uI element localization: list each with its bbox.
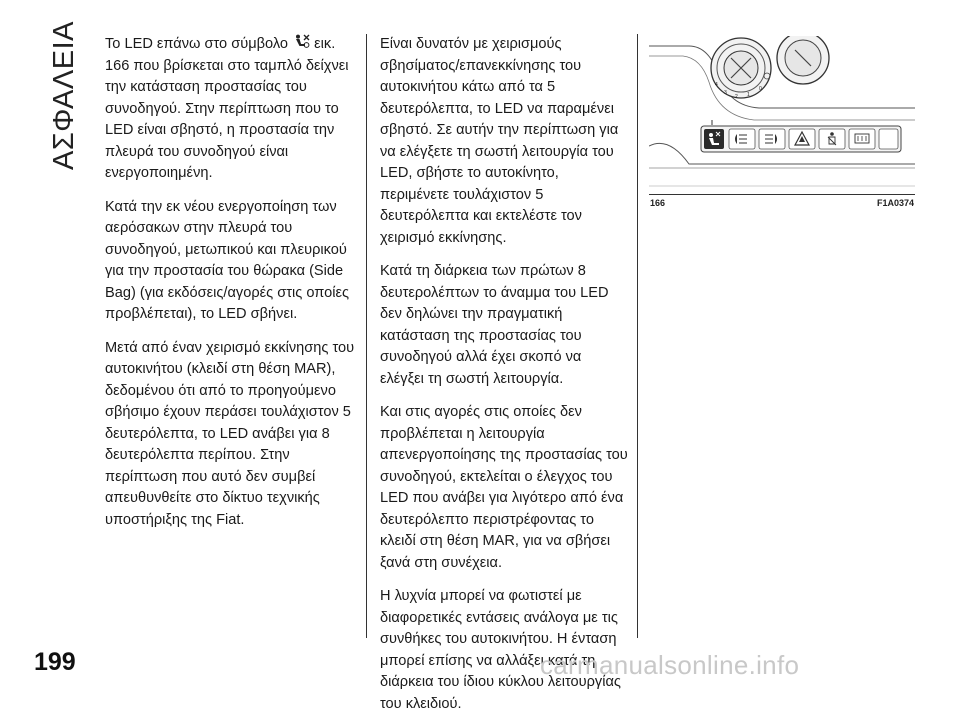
paragraph: Είναι δυνατόν με χειρισμούς σβησίματος/επανεκκίνησης του αυτοκινήτου κάτω από τα 5 δευτερόλεπτα, το LED να παραμένει σβηστό. Σε αυτήν την περίπτωση για να ελέγξετε τη σωστή λειτουργία του LED, σβήστε το αυτοκίνητο, περιμένετε τουλάχιστον 5 δευτερόλεπτα και εκτελέστε τον χειρισμό εκκίνησης. <box>380 36 619 246</box>
paragraph: Και στις αγορές στις οποίες δεν προβλέπεται η λειτουργία απενεργοποίησης της προστασίας του συνοδηγού, εκτελείται ο έλεγχος του LED που ανάβει για λιγότερο από ένα δευτερόλεπτο περιστρέφοντας το κλειδί στη θέση MAR, για να σβήσει ξανά στη συνέχεια. <box>380 404 628 571</box>
paragraph: Το LED επάνω στο σύμβολο εικ. 166 που βρίσκεται στο ταμπλό δείχνει την κατάσταση προστασίας του συνοδηγού. Στην περίπτωση που το LED είναι σβηστό, η προστασία την πλευρά του συνοδηγού είναι ενεργοποιημένη. <box>105 36 349 181</box>
dial-digit: 1 <box>747 92 750 98</box>
figure-caption <box>649 194 915 211</box>
section-title: ΑΣΦΑΛΕΙΑ <box>48 20 81 170</box>
text-column-left <box>105 34 357 543</box>
dial-digit: 4 <box>715 82 718 88</box>
switch-panel <box>701 120 901 152</box>
watermark: carmanualsonline.info <box>540 650 800 680</box>
dashboard-illustration <box>649 36 915 199</box>
paragraph: Κατά τη διάρκεια των πρώτων 8 δευτερολέπτων το άναμμα του LED δεν δηλώνει την πραγματική κατάσταση της προστασίας του συνοδηγού αλλά έχει σκοπό να ελέγξει τη σωστή λειτουργία. <box>380 263 609 387</box>
dial-digit: 3 <box>724 90 727 96</box>
column-divider-right <box>637 34 638 638</box>
dashboard-figure <box>649 36 915 199</box>
temperature-knob <box>764 36 829 84</box>
text-column-middle <box>380 34 628 727</box>
page-number: 199 <box>34 648 76 676</box>
paragraph: Η λυχνία μπορεί να φωτιστεί με διαφορετικές εντάσεις ανάλογα με τις συνθήκες του αυτοκινήτου. Η ένταση μπορεί επίσης να αλλάξει κατά τη διάρκεια του ίδιου κύκλου λειτουργίας του κλειδιού. <box>380 588 621 712</box>
ventilation-knob <box>711 38 771 100</box>
dial-digit: 0 <box>759 86 762 92</box>
dial-digit: 2 <box>735 94 738 100</box>
figure-code: F1A0374 <box>876 198 914 208</box>
column-divider-left <box>366 34 367 638</box>
passenger-airbag-off-icon <box>292 34 310 50</box>
paragraph: Κατά την εκ νέου ενεργοποίηση των αερόσακων στην πλευρά του συνοδηγού, μετωπικού και πλευρικού για την προστασία του θώρακα (Side Bag) (για εκδόσεις/αγορές στις οποίες προβλέπεται), το LED σβήνει. <box>105 198 349 322</box>
figure-number: 166 <box>650 198 666 208</box>
paragraph: Μετά από έναν χειρισμό εκκίνησης του αυτοκινήτου (κλειδί στη θέση MAR), δεδομένου ότι από το προηγούμενο σβήσιμο έχουν περάσει τουλάχιστον 5 δευτερόλεπτα, το LED ανάβει για 8 δευτερόλεπτα περίπου. Στην περίπτωση που αυτό δεν συμβεί απευθυνθείτε στο δίκτυο τεχνικής υποστήριξης της Fiat. <box>105 339 355 528</box>
